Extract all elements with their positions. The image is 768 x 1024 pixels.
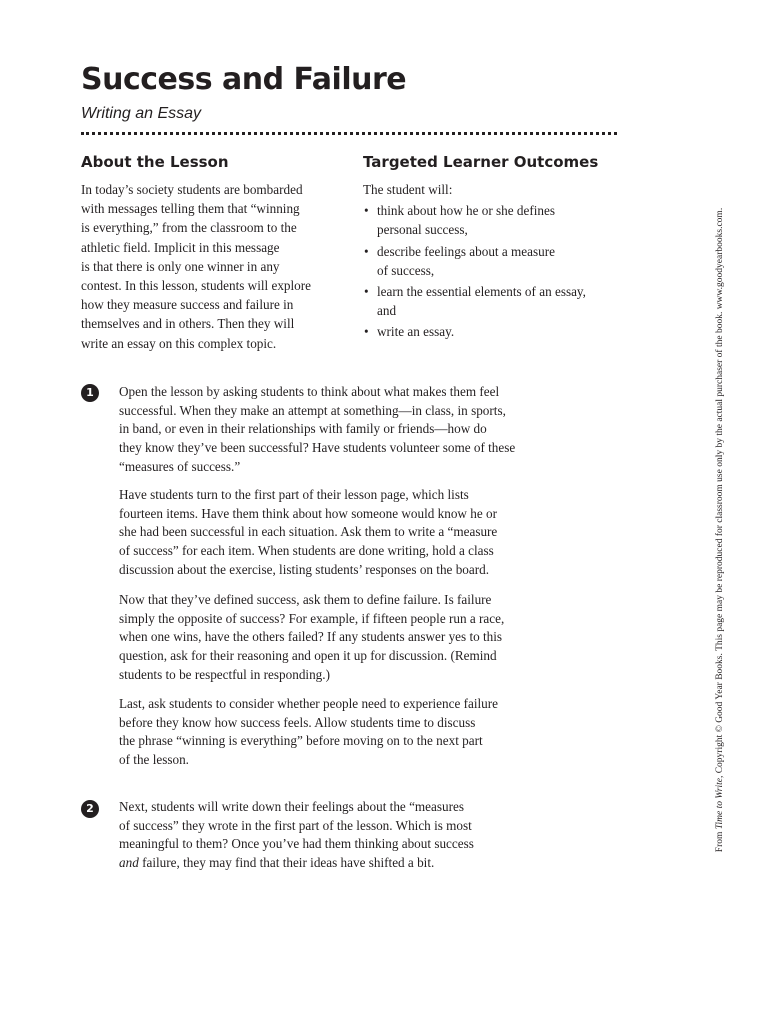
list-item-line: describe feelings about a measure (377, 243, 555, 259)
book-title: Time to Write (715, 778, 725, 830)
list-item-line: write an essay. (377, 324, 455, 340)
text-line: themselves and in others. Then they will (81, 316, 295, 332)
list-item (363, 201, 623, 239)
about-lesson-heading: About the Lesson (81, 153, 229, 171)
list-item (363, 282, 623, 320)
list-item (363, 322, 623, 341)
step-1-paragraph-1 (119, 383, 579, 477)
list-item-line: personal success, (377, 222, 468, 238)
text-line: meaningful to them? Once you’ve had them thinking about success (119, 836, 474, 852)
text-line: athletic field. Implicit in this message (81, 239, 280, 255)
outcomes-list (363, 201, 623, 341)
step-1-paragraph-2 (119, 486, 579, 580)
text-line: contest. In this lesson, students will explore (81, 278, 312, 294)
text-line: of the lesson. (119, 752, 189, 768)
text-line: Open the lesson by asking students to think about what makes them feel (119, 384, 500, 399)
text-line: they know they’ve been successful? Have students volunteer some of these (119, 440, 516, 456)
text-line: Last, ask students to consider whether people need to experience failure (119, 696, 498, 711)
text-line: with messages telling them that “winning (81, 201, 300, 217)
learner-outcomes-heading: Targeted Learner Outcomes (363, 153, 599, 171)
text-line: Have students turn to the first part of their lesson page, which lists (119, 487, 469, 502)
bullet-icon: • (364, 203, 369, 219)
credit-prefix: From (715, 829, 725, 853)
step-2-paragraph (119, 798, 579, 873)
text-line: is everything,” from the classroom to the (81, 220, 297, 236)
outcomes-intro: The student will: (363, 182, 453, 197)
list-item-line: of success, (377, 262, 435, 278)
bullet-icon: • (364, 284, 369, 300)
page-subtitle: Writing an Essay (81, 105, 202, 122)
list-item-line: and (377, 303, 397, 319)
text-line: Next, students will write down their feelings about the “measures (119, 799, 464, 814)
text-line: the phrase “winning is everything” before moving on to the next part (119, 733, 483, 749)
step-1-paragraph-4 (119, 695, 579, 770)
text-line: when one wins, have the others failed? If any students answer yes to this (119, 629, 503, 645)
step-1-paragraph-3 (119, 591, 579, 685)
text-line: write an essay on this complex topic. (81, 335, 277, 351)
text-line: is that there is only one winner in any (81, 258, 280, 274)
step-2-number-icon: 2 (81, 800, 99, 818)
list-item (363, 242, 623, 280)
list-item-line: learn the essential elements of an essay, (377, 284, 586, 300)
text-line: question, ask for their reasoning and open it up for discussion. (Remind (119, 648, 497, 664)
learner-outcomes (363, 180, 623, 342)
emphasis-and: and (119, 855, 139, 871)
about-lesson-text (81, 180, 343, 353)
text-line: fourteen items. Have them think about how someone would know he or (119, 505, 497, 521)
bullet-icon: • (364, 324, 369, 340)
text-line: simply the opposite of success? For example, if fifteen people run a race, (119, 610, 505, 626)
dotted-divider (81, 132, 617, 135)
text-line: of success” they wrote in the first part of the lesson. Which is most (119, 817, 472, 833)
text-line: successful. When they make an attempt at something—in class, in sports, (119, 402, 506, 418)
text-line: Now that they’ve defined success, ask them to define failure. Is failure (119, 592, 492, 607)
step-1-number-icon: 1 (81, 384, 99, 402)
copyright-credit (713, 170, 727, 890)
text-line-rest: failure, they may find that their ideas have shifted a bit. (138, 855, 435, 871)
bullet-icon: • (364, 243, 369, 259)
list-item-line: think about how he or she defines (377, 203, 555, 219)
text-line: of success” for each item. When students are done writing, hold a class (119, 543, 494, 559)
text-line: in band, or even in their relationships with family or friends—how do (119, 421, 487, 437)
text-line: how they measure success and failure in (81, 297, 294, 313)
text-line (119, 854, 579, 873)
text-line: “measures of success.” (119, 458, 241, 474)
page-title: Success and Failure (81, 62, 407, 97)
text-line: before they know how success feels. Allow students time to discuss (119, 714, 476, 730)
text-line: she had been successful in each situation. Ask them to write a “measure (119, 524, 498, 540)
text-line: In today’s society students are bombarded (81, 182, 303, 197)
text-line: students to be respectful in responding.) (119, 666, 330, 682)
text-line: discussion about the exercise, listing students’ responses on the board. (119, 561, 490, 577)
credit-text: , Copyright © Good Year Books. This page may be reproduced for classroom use only by the actual purchaser of the book. www.goodyearbooks.com. (715, 207, 725, 779)
